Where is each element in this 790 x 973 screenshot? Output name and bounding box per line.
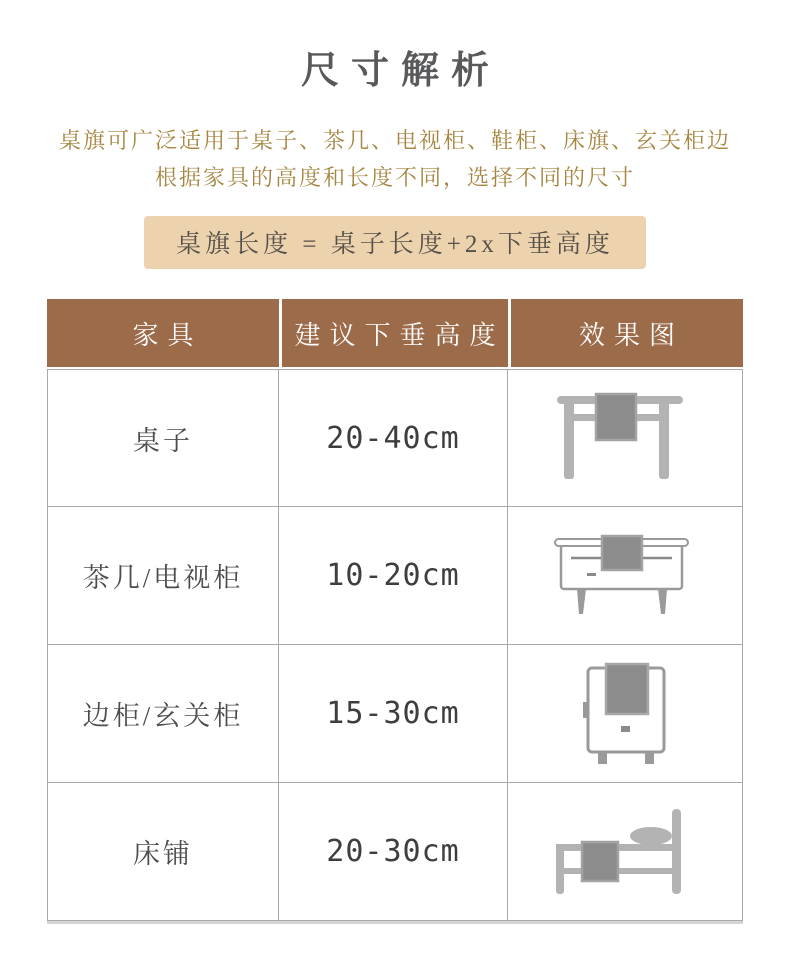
formula-box: 桌旗长度 = 桌子长度+2x下垂高度 <box>144 216 646 269</box>
furniture-name: 边柜/玄关柜 <box>47 645 279 783</box>
drop-height-value: 20-40cm <box>279 369 508 507</box>
intro-text <box>0 122 790 196</box>
effect-image-cell <box>508 507 743 645</box>
furniture-name: 桌子 <box>47 369 279 507</box>
col-header-drop-height: 建议下垂高度 <box>279 299 508 369</box>
table-row <box>47 645 743 783</box>
effect-image-cell <box>508 783 743 921</box>
table-header-row <box>47 299 743 369</box>
effect-image-cell <box>508 645 743 783</box>
effect-image-cell <box>508 369 743 507</box>
page-title: 尺寸解析 <box>300 50 501 92</box>
tv-cabinet-icon <box>550 531 700 621</box>
furniture-name: 床铺 <box>47 783 279 921</box>
table-icon <box>550 386 700 491</box>
size-table <box>47 299 743 921</box>
table-row <box>47 507 743 645</box>
intro-line-1: 桌旗可广泛适用于桌子、茶几、电视柜、鞋柜、床旗、玄关柜边 <box>58 128 731 153</box>
table-row <box>47 369 743 507</box>
col-header-effect-image: 效果图 <box>508 299 743 369</box>
drop-height-value: 10-20cm <box>279 507 508 645</box>
table-row <box>47 783 743 921</box>
bed-icon <box>550 806 700 898</box>
drop-height-value: 20-30cm <box>279 783 508 921</box>
col-header-furniture: 家具 <box>47 299 279 369</box>
intro-line-2: 根据家具的高度和长度不同，选择不同的尺寸 <box>154 165 635 190</box>
drop-height-value: 15-30cm <box>279 645 508 783</box>
side-cabinet-icon <box>550 660 700 767</box>
furniture-name: 茶几/电视柜 <box>47 507 279 645</box>
